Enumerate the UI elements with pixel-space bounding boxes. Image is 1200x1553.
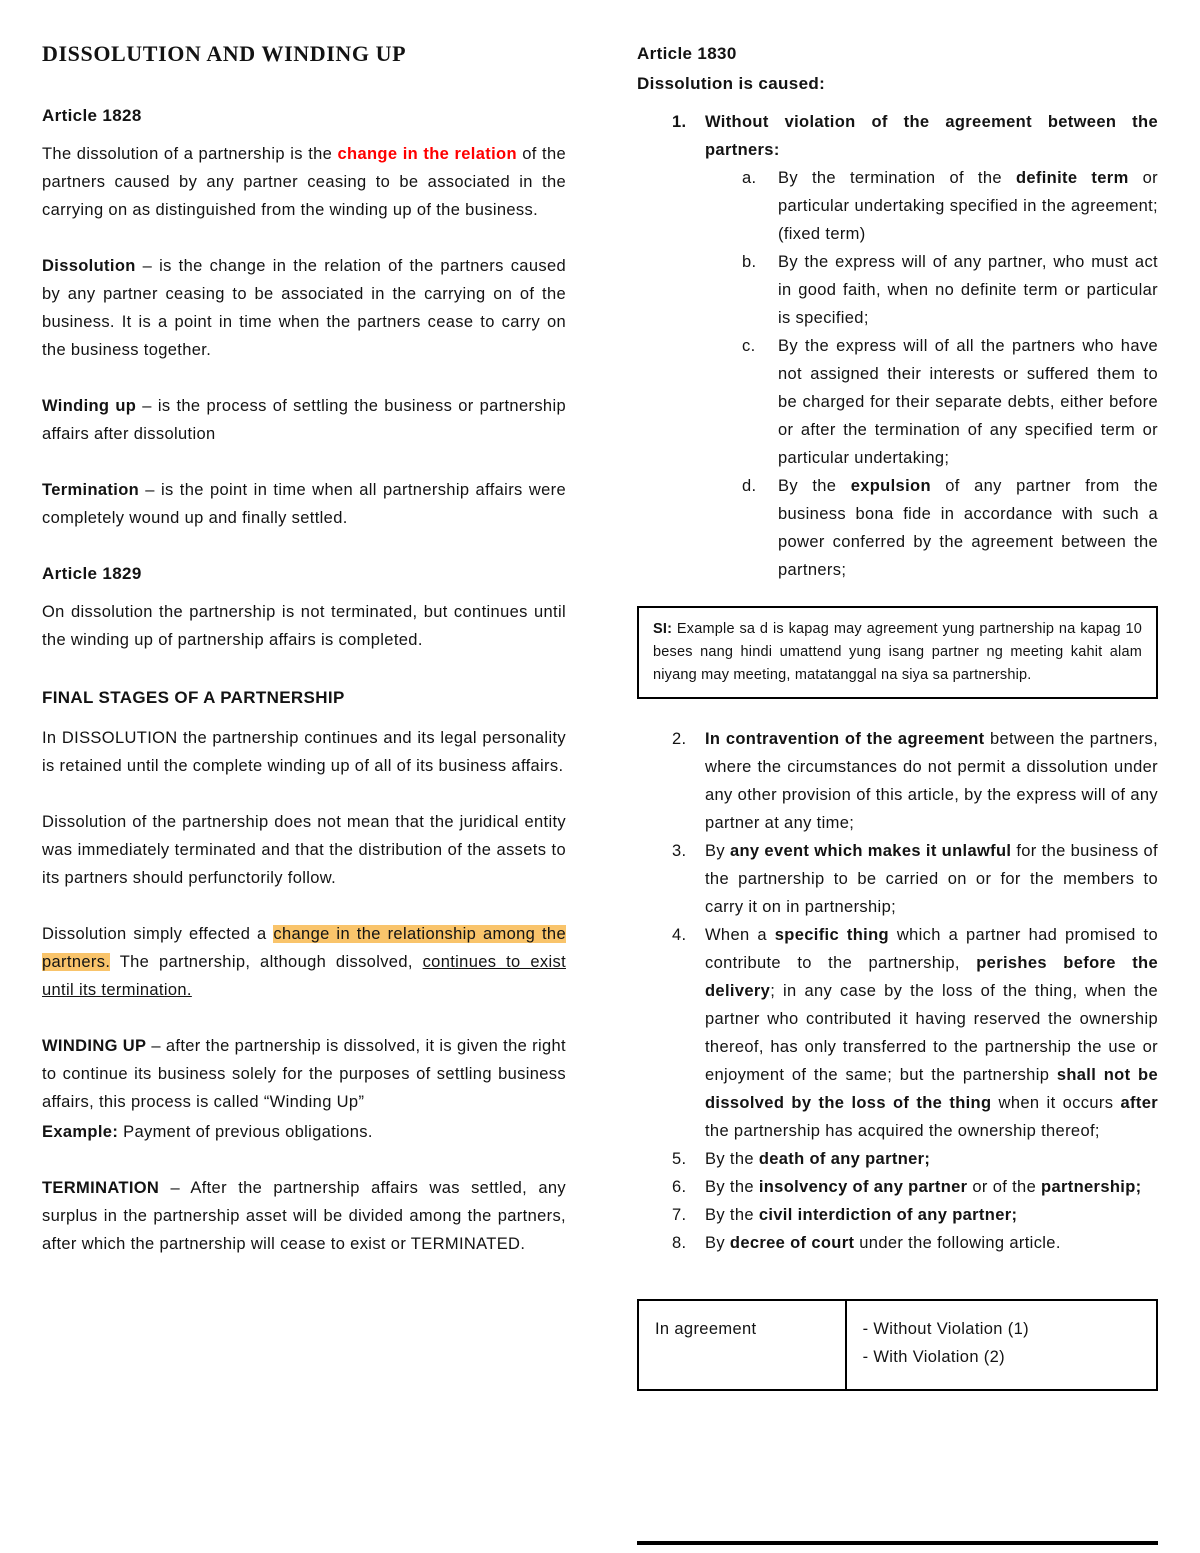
cause-1-sub-a xyxy=(705,164,1158,248)
text-run: or of the xyxy=(967,1178,1042,1196)
article-1829-heading: Article 1829 xyxy=(42,564,142,583)
item-letter: a. xyxy=(742,169,757,187)
text-run: By xyxy=(705,842,730,860)
text-run: between the partners, where the circumstances do not permit a dissolution under any other provision of this article, by the express will of any partner at any time; xyxy=(705,730,1158,832)
violation-line-1: - Without Violation (1) xyxy=(862,1320,1029,1338)
text-run: – After the partnership affairs was settled, any surplus in the partnership asset will be divided among the partners, after which the partnership will cease to exist or TERMINATED. xyxy=(42,1179,566,1253)
cause-1-sub-d xyxy=(705,472,1158,584)
next-table-row-edge xyxy=(637,1541,1158,1545)
violation-line-2: - With Violation (2) xyxy=(862,1348,1006,1366)
text-run: ; in any case by the loss of the thing, when the partner who contributed it having reserved the ownership thereof, has only transferred to the partnership the use or enjoyment of the same; but the partnership xyxy=(705,982,1158,1084)
text-run: when it occurs xyxy=(991,1094,1121,1112)
cause-item-2 xyxy=(637,725,1158,837)
final-stages-paragraph-2 xyxy=(42,808,566,892)
item-number: 8. xyxy=(672,1234,687,1252)
text-run: – is the process of settling the business or partnership affairs after dissolution xyxy=(42,397,567,443)
text-run: continues to exist until its termination. xyxy=(42,953,566,999)
table-cell-in-agreement: In agreement xyxy=(638,1300,846,1390)
si-note-box xyxy=(637,606,1158,699)
termination-definition xyxy=(42,476,566,532)
cause-1-sub-b xyxy=(705,248,1158,332)
item-letter: b. xyxy=(742,253,757,271)
item-number: 3. xyxy=(672,842,687,860)
text-run: definite term xyxy=(1015,169,1129,187)
text-run: Example: xyxy=(42,1123,119,1141)
text-run: – is the change in the relation of the partners caused by any partner ceasing to be associated in the carrying on of the business. It is a point in time when the partners cease to carry on the business together. xyxy=(42,257,566,359)
text-run: By the xyxy=(705,1206,759,1224)
text-run: WINDING UP xyxy=(42,1037,147,1055)
item-number: 4. xyxy=(672,926,687,944)
text-run: civil interdiction of any partner; xyxy=(758,1206,1018,1224)
text-run: shall not be dissolved by the loss of the thing xyxy=(705,1066,1158,1112)
dissolution-definition xyxy=(42,252,566,364)
text-run: TERMINATION xyxy=(42,1179,160,1197)
text-run: The dissolution of a partnership is the xyxy=(42,145,338,163)
cause-1-text xyxy=(705,108,1158,164)
item-number: 5. xyxy=(672,1150,687,1168)
dissolution-causes-list xyxy=(637,108,1158,1257)
article-1828-paragraph xyxy=(42,140,566,224)
text-run: SI: xyxy=(653,621,673,637)
winding-up-definition xyxy=(42,392,566,448)
text-run: decree of court xyxy=(729,1234,855,1252)
text-run: partnership; xyxy=(1041,1178,1142,1196)
article-1828-heading: Article 1828 xyxy=(42,106,142,125)
document-title: DISSOLUTION AND WINDING UP xyxy=(42,41,407,66)
text-run: By the xyxy=(705,1178,759,1196)
text-run: By the xyxy=(778,477,851,495)
cause-item-5 xyxy=(637,1145,1158,1173)
text-run: Termination xyxy=(42,481,140,499)
item-letter: d. xyxy=(742,477,757,495)
text-run: Dissolution xyxy=(42,257,136,275)
cause-item-1 xyxy=(637,108,1158,584)
winding-up-example xyxy=(42,1118,566,1146)
text-run: the partnership has acquired the ownership thereof; xyxy=(705,1122,1100,1140)
text-run: Without violation of the agreement between the partners: xyxy=(705,113,1158,159)
item-number: 7. xyxy=(672,1206,687,1224)
text-run: which a partner had promised to contribute to the partnership, xyxy=(705,926,1159,972)
text-run: Example sa d is kapag may agreement yung partnership na kapag 10 beses nang hindi umattend yung isang partner ng meeting kahit alam niyang may meeting, matatanggal na siya sa partnership. xyxy=(653,621,1142,683)
winding-up-paragraph xyxy=(42,1032,566,1116)
text-run: When a xyxy=(705,926,775,944)
dissolution-caused-heading: Dissolution is caused: xyxy=(637,74,826,93)
text-run: change in the relation xyxy=(337,145,517,163)
article-1830-heading: Article 1830 xyxy=(637,44,737,63)
text-run: any event which makes it unlawful xyxy=(729,842,1012,860)
table-row xyxy=(638,1300,1157,1390)
item-letter: c. xyxy=(742,337,756,355)
cause-item-3 xyxy=(637,837,1158,921)
text-run: Dissolution simply effected a xyxy=(42,925,274,943)
text-run: By the xyxy=(705,1150,759,1168)
text-run: On dissolution the partnership is not terminated, but continues until the winding up of partnership affairs is completed. xyxy=(42,603,566,649)
text-run: Dissolution of the partnership does not mean that the juridical entity was immediately terminated and that the distribution of the assets to its partners should perfunctorily follow. xyxy=(42,813,566,887)
cause-item-6 xyxy=(637,1173,1158,1201)
agreement-table xyxy=(637,1299,1158,1391)
item-number: 1. xyxy=(672,113,687,131)
text-run: for the business of the partnership to be carried on or for the members to carry it on in partnership; xyxy=(705,842,1158,916)
item-number: 2. xyxy=(672,730,687,748)
text-run: expulsion xyxy=(850,477,931,495)
text-run: insolvency of any partner xyxy=(758,1178,968,1196)
text-run: Payment of previous obligations. xyxy=(118,1123,373,1141)
cause-item-8 xyxy=(637,1229,1158,1257)
text-run: Winding up xyxy=(42,397,137,415)
text-run: of the partners caused by any partner ceasing to be associated in the carrying on as distinguished from the winding up of the business. xyxy=(42,145,566,219)
text-run: after xyxy=(1120,1094,1158,1112)
article-1829-paragraph xyxy=(42,598,566,654)
cause-1-sublist xyxy=(705,164,1158,584)
cause-1-sub-c xyxy=(705,332,1158,472)
text-run: By the express will of any partner, who must act in good faith, when no definite term or particular is specified; xyxy=(778,253,1158,327)
text-run: The partnership, although dissolved, xyxy=(110,953,423,971)
text-run: of any partner from the business bona fide in accordance with such a power conferred by the agreement between the partners; xyxy=(778,477,1158,579)
text-run: By xyxy=(705,1234,730,1252)
final-stages-heading: FINAL STAGES OF A PARTNERSHIP xyxy=(42,688,345,707)
right-column xyxy=(637,40,1158,1391)
text-run: under the following article. xyxy=(854,1234,1061,1252)
text-run: specific thing xyxy=(774,926,889,944)
text-run: change in the relationship among the partners. xyxy=(42,925,566,971)
termination-paragraph xyxy=(42,1174,566,1258)
final-stages-paragraph-3 xyxy=(42,920,566,1004)
text-run: perishes before the delivery xyxy=(705,954,1158,1000)
text-run: By the termination of the xyxy=(778,169,1016,187)
cause-item-7 xyxy=(637,1201,1158,1229)
item-number: 6. xyxy=(672,1178,687,1196)
text-run: – after the partnership is dissolved, it is given the right to continue its business solely for the purposes of settling business affairs, this process is called “Winding Up” xyxy=(42,1037,566,1111)
left-column xyxy=(42,40,566,1258)
text-run: In DISSOLUTION the partnership continues and its legal personality is retained until the complete winding up of all of its business affairs. xyxy=(42,729,566,775)
text-run: or particular undertaking specified in the agreement; (fixed term) xyxy=(778,169,1158,243)
final-stages-paragraph-1 xyxy=(42,724,566,780)
text-run: By the express will of all the partners who have not assigned their interests or suffered them to be charged for their separate debts, either before or after the termination of any specified term or particular undertaking; xyxy=(778,337,1158,467)
text-run: – is the point in time when all partnership affairs were completely wound up and finally settled. xyxy=(42,481,566,527)
text-run: In contravention of the agreement xyxy=(705,730,985,748)
table-cell-violations xyxy=(846,1300,1157,1390)
cause-item-4 xyxy=(637,921,1158,1145)
text-run: death of any partner; xyxy=(758,1150,931,1168)
